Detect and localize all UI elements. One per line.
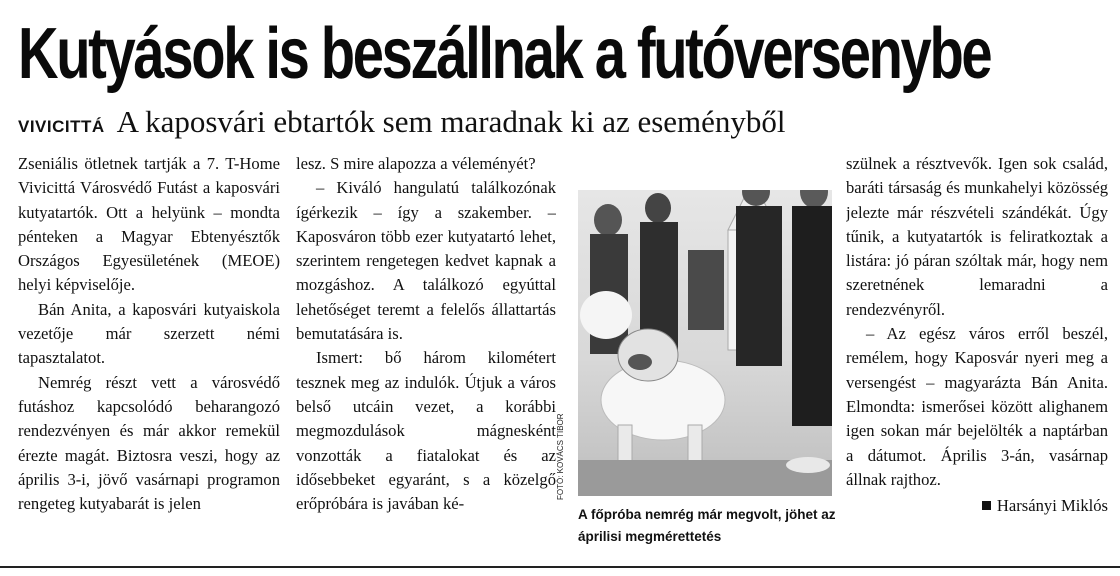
photo-caption: A főpróba nemrég már megvolt, jöhet az áprilisi megmérettetés [578, 507, 836, 544]
byline [846, 494, 1108, 518]
paragraph: Ismert: bő három kilométert tesznek meg az indulók. Útjuk a város belső utcáin vezet, a korábbi megmozdulások mágnesként vonzották a fiatalokat és az idősebbeket egyaránt, s a közelgő erőpróbára is javában ké- [296, 348, 556, 514]
paragraph: – Az egész város erről beszél, remélem, hogy Kaposvár nyeri meg a versengést – magyarázta Bán Anita. Elmondta: ismerősei között alighanem igen sokan már bejelölték a naptárban a dátumot. Április 3-án, vasárnap állnak rajthoz. [846, 324, 1108, 489]
headline: Kutyások is beszállnak a futóversenybe [18, 14, 991, 94]
paragraph: lesz. S mire alapozza a véleményét? [296, 154, 536, 173]
paragraph: Bán Anita, a kaposvári kutyaiskola vezetője már szerzett némi tapasztalatot. [18, 299, 280, 368]
paragraph: szülnek a résztvevők. Igen sok család, baráti társaság és munkahelyi közösség jelezte már részvételi szándékát. Úgy tűnik, a kutyatartók is feliratkoztak a listára: jó páran szóltak már, hogy nem szeretnének lemaradni a rendezvényről. [846, 154, 1108, 319]
paragraph: Nemrég részt vett a városvédő futáshoz kapcsolódó beharangozó rendezvényen és már akkor remekül érezte magát. Biztosra veszi, hogy az április 3-i, jövő vasárnapi programon rengeteg kutyabarát is jelen [18, 372, 280, 514]
photo-credit: FOTÓ: KOVÁCS TIBOR [556, 413, 565, 500]
paragraph: Zseniális ötletnek tartják a 7. T-Home Vivicittá Városvédő Futást a kaposvári kutyatartók. Ott a helyünk – mondta pénteken a Magyar Ebtenyésztők Országos Egyesületének (MEOE) helyi képviselője. [18, 154, 280, 295]
paragraph: – Kiváló hangulatú találkozónak ígérkezik – így a szakember. – Kaposváron több ezer kutyatartó lehet, szerintem rengetegen kedvet kapnak a mozgáshoz. A találkozó egyúttal lehetőséget teremt a felelős állattartás bemutatására is. [296, 178, 556, 344]
column-3 [846, 152, 1108, 552]
byline-square-icon [982, 501, 991, 510]
bottom-rule [0, 566, 1120, 568]
news-photo [578, 190, 832, 496]
column-1 [18, 152, 280, 552]
subtitle: A kaposvári ebtartók sem maradnak ki az eseményből [116, 104, 786, 139]
kicker: VIVICITTÁ [18, 117, 105, 136]
deck [18, 100, 1108, 144]
photo-illustration [578, 190, 832, 496]
column-2 [296, 152, 556, 552]
byline-name: Harsányi Miklós [996, 496, 1108, 516]
